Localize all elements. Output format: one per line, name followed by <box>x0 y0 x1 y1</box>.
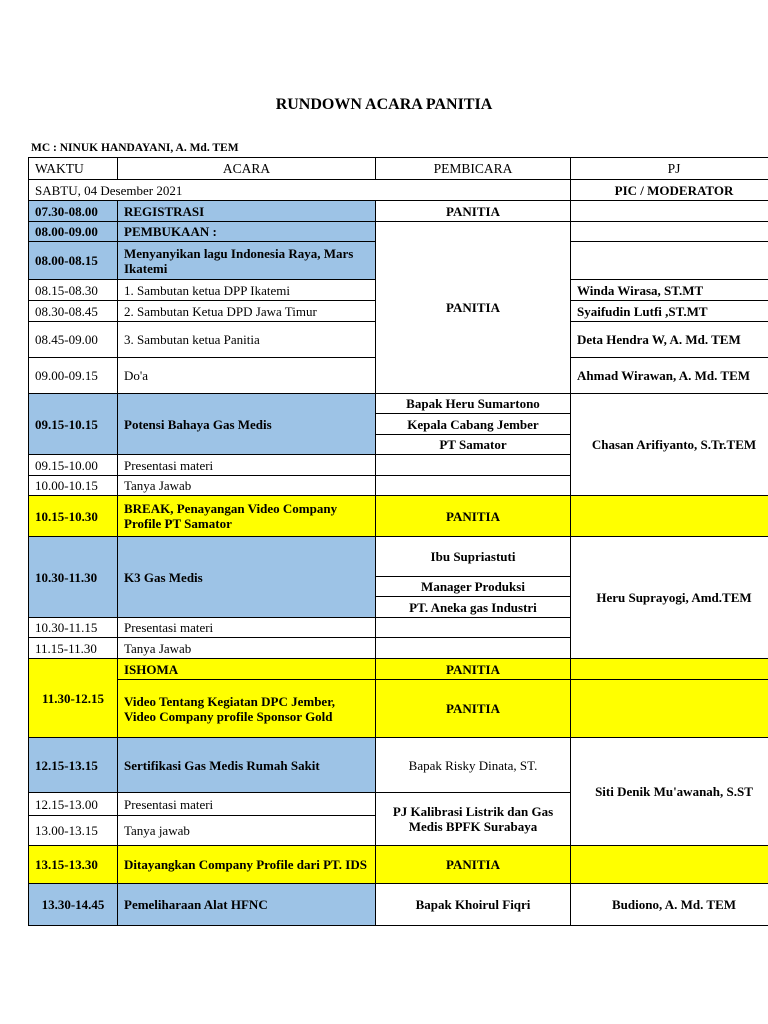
pembicara-cell: Bapak Risky Dinata, ST. <box>376 738 571 793</box>
acara-cell: Potensi Bahaya Gas Medis <box>118 394 376 455</box>
waktu-cell: 10.00-10.15 <box>29 476 118 496</box>
pembicara-cell <box>376 476 571 496</box>
pembicara-cell: PANITIA <box>376 201 571 222</box>
mc-line: MC : NINUK HANDAYANI, A. Md. TEM <box>31 142 239 154</box>
acara-cell: 3. Sambutan ketua Panitia <box>118 322 376 358</box>
waktu-cell: 13.30-14.45 <box>29 884 118 926</box>
document-title: RUNDOWN ACARA PANITIA <box>275 96 493 113</box>
pembicara-cell: PT Samator <box>376 435 571 455</box>
acara-cell: Do'a <box>118 358 376 394</box>
pj-cell <box>571 659 768 680</box>
waktu-cell: 10.30-11.15 <box>29 618 118 638</box>
acara-cell: Tanya Jawab <box>118 638 376 659</box>
pembicara-cell: PANITIA <box>376 659 571 680</box>
pembicara-cell: Bapak Heru Sumartono <box>376 394 571 414</box>
pj-cell: Winda Wirasa, ST.MT <box>571 280 768 301</box>
waktu-cell: 12.15-13.15 <box>29 738 118 793</box>
pj-cell <box>571 242 768 280</box>
acara-cell: Tanya jawab <box>118 816 376 846</box>
header-waktu: WAKTU <box>29 158 118 180</box>
waktu-cell: 09.00-09.15 <box>29 358 118 394</box>
pembicara-cell: PANITIA <box>376 496 571 537</box>
pj-cell: Ahmad Wirawan, A. Md. TEM <box>571 358 768 394</box>
waktu-cell: 12.15-13.00 <box>29 793 118 816</box>
table-row <box>29 659 768 680</box>
date-cell: SABTU, 04 Desember 2021 <box>29 180 571 201</box>
waktu-cell: 11.15-11.30 <box>29 638 118 659</box>
pj-cell: Siti Denik Mu'awanah, S.ST <box>571 738 768 846</box>
header-pj: PJ <box>571 158 768 180</box>
table-row <box>29 680 768 738</box>
pj-cell: Heru Suprayogi, Amd.TEM <box>571 537 768 659</box>
waktu-cell: 07.30-08.00 <box>29 201 118 222</box>
waktu-cell: 08.30-08.45 <box>29 301 118 322</box>
waktu-cell: 11.30-12.15 <box>29 659 118 738</box>
waktu-cell: 09.15-10.00 <box>29 455 118 476</box>
table-row <box>29 884 768 926</box>
table-row <box>29 201 768 222</box>
header-acara: ACARA <box>118 158 376 180</box>
rundown-table <box>28 157 768 926</box>
date-row <box>29 180 768 201</box>
pembicara-cell: PT. Aneka gas Industri <box>376 597 571 618</box>
acara-cell: Pemeliharaan Alat HFNC <box>118 884 376 926</box>
acara-cell: Video Tentang Kegiatan DPC Jember, Video Company profile Sponsor Gold <box>118 680 376 738</box>
acara-cell: ISHOMA <box>118 659 376 680</box>
table-row <box>29 222 768 242</box>
pembicara-cell: PANITIA <box>376 222 571 394</box>
acara-cell: REGISTRASI <box>118 201 376 222</box>
table-row <box>29 537 768 577</box>
pj-cell <box>571 846 768 884</box>
waktu-cell: 08.00-09.00 <box>29 222 118 242</box>
pembicara-cell: PANITIA <box>376 680 571 738</box>
pj-cell <box>571 496 768 537</box>
waktu-cell: 10.30-11.30 <box>29 537 118 618</box>
table-row <box>29 738 768 793</box>
waktu-cell: 13.15-13.30 <box>29 846 118 884</box>
acara-cell: Menyanyikan lagu Indonesia Raya, Mars Ikatemi <box>118 242 376 280</box>
pj-cell: Chasan Arifiyanto, S.Tr.TEM <box>571 394 768 496</box>
waktu-cell: 10.15-10.30 <box>29 496 118 537</box>
pembicara-cell: PANITIA <box>376 846 571 884</box>
pembicara-cell: Ibu Supriastuti <box>376 537 571 577</box>
pic-moderator-cell: PIC / MODERATOR <box>571 180 768 201</box>
pj-cell: Budiono, A. Md. TEM <box>571 884 768 926</box>
table-row <box>29 496 768 537</box>
acara-cell: 2. Sambutan Ketua DPD Jawa Timur <box>118 301 376 322</box>
waktu-cell: 13.00-13.15 <box>29 816 118 846</box>
pj-cell: Syaifudin Lutfi ,ST.MT <box>571 301 768 322</box>
pembicara-cell: PJ Kalibrasi Listrik dan Gas Medis BPFK Surabaya <box>376 793 571 846</box>
waktu-cell: 08.15-08.30 <box>29 280 118 301</box>
pembicara-cell: Bapak Khoirul Fiqri <box>376 884 571 926</box>
acara-cell: 1. Sambutan ketua DPP Ikatemi <box>118 280 376 301</box>
pembicara-cell <box>376 638 571 659</box>
acara-cell: Tanya Jawab <box>118 476 376 496</box>
acara-cell: K3 Gas Medis <box>118 537 376 618</box>
acara-cell: Presentasi materi <box>118 618 376 638</box>
pembicara-cell <box>376 455 571 476</box>
waktu-cell: 08.00-08.15 <box>29 242 118 280</box>
acara-cell: Sertifikasi Gas Medis Rumah Sakit <box>118 738 376 793</box>
waktu-cell: 09.15-10.15 <box>29 394 118 455</box>
pj-cell <box>571 222 768 242</box>
table-row <box>29 846 768 884</box>
pj-cell <box>571 201 768 222</box>
pj-cell <box>571 680 768 738</box>
acara-cell: PEMBUKAAN : <box>118 222 376 242</box>
waktu-cell: 08.45-09.00 <box>29 322 118 358</box>
acara-cell: Presentasi materi <box>118 455 376 476</box>
acara-cell: Ditayangkan Company Profile dari PT. IDS <box>118 846 376 884</box>
acara-cell: BREAK, Penayangan Video Company Profile PT Samator <box>118 496 376 537</box>
pj-cell: Deta Hendra W, A. Md. TEM <box>571 322 768 358</box>
pembicara-cell <box>376 618 571 638</box>
header-row <box>29 158 768 180</box>
pembicara-cell: Manager Produksi <box>376 577 571 597</box>
table-row <box>29 394 768 414</box>
pembicara-cell: Kepala Cabang Jember <box>376 414 571 435</box>
header-pembicara: PEMBICARA <box>376 158 571 180</box>
acara-cell: Presentasi materi <box>118 793 376 816</box>
